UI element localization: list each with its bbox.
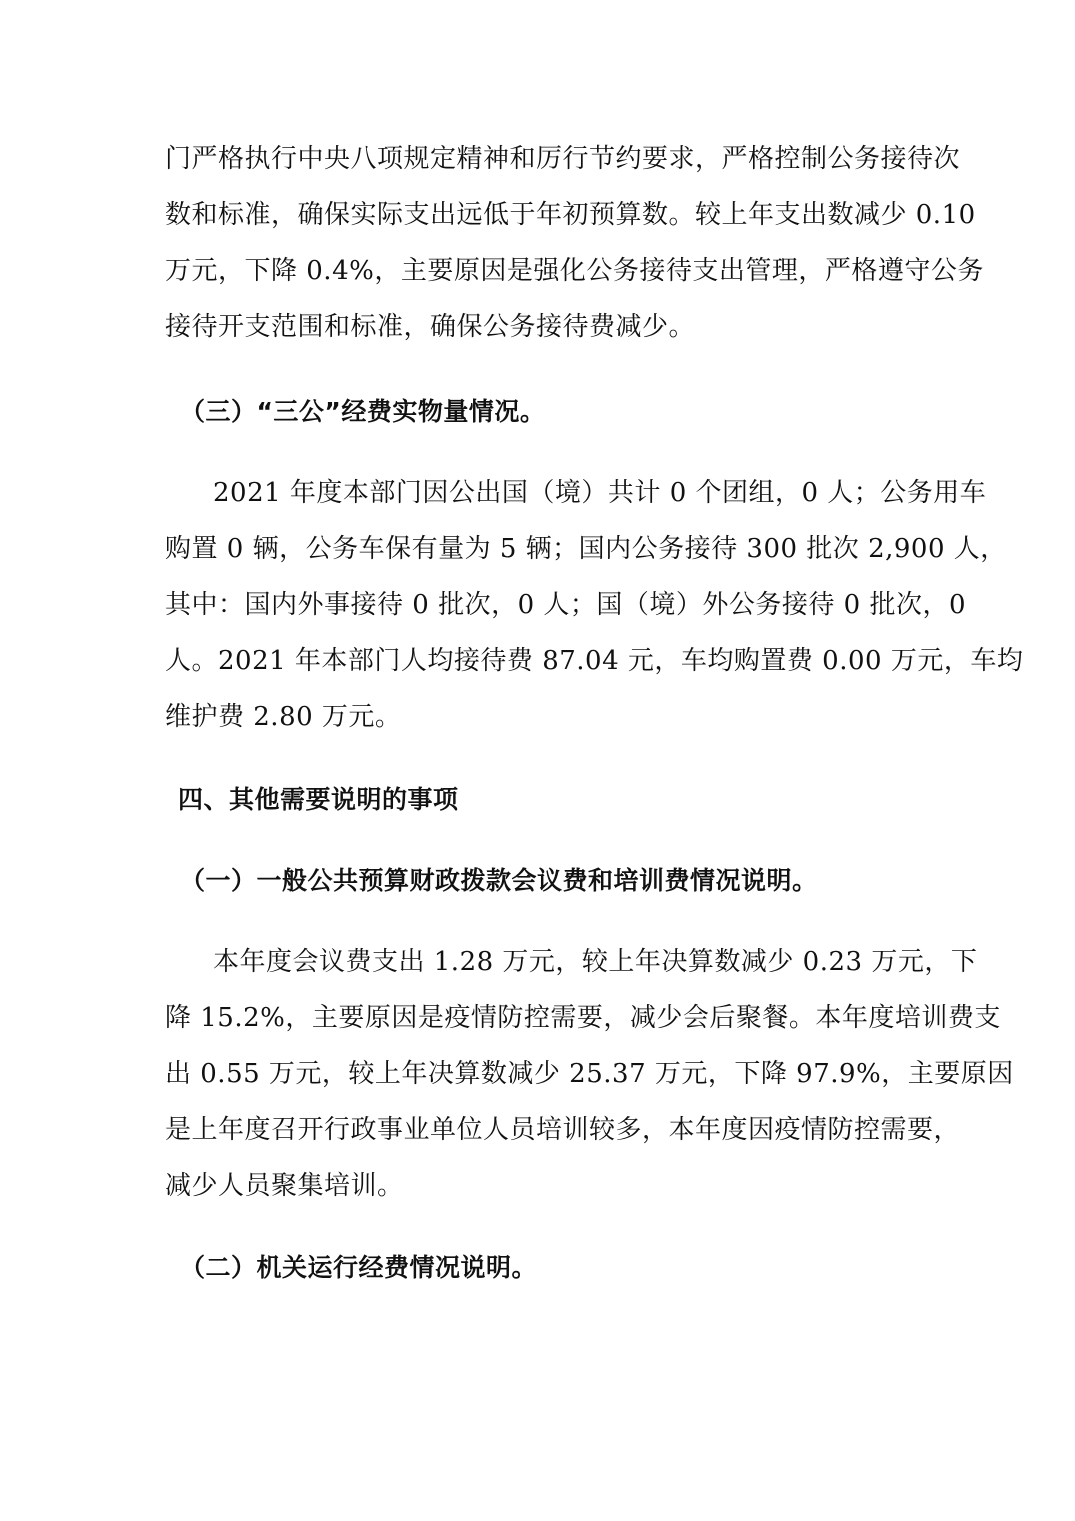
body-text-line: 减少人员聚集培训。: [165, 1171, 404, 1201]
body-text-line: 购置 0 辆，公务车保有量为 5 辆；国内公务接待 300 批次 2,900 人，: [165, 534, 1007, 564]
body-text-line: 是上年度召开行政事业单位人员培训较多，本年度因疫情防控需要，: [165, 1115, 961, 1145]
section-heading-3: （三）“三公”经费实物量情况。: [180, 397, 546, 426]
body-text-line: 本年度会议费支出 1.28 万元，较上年决算数减少 0.23 万元，下: [213, 947, 978, 977]
body-text-line: 出 0.55 万元，较上年决算数减少 25.37 万元，下降 97.9%，主要原因: [165, 1059, 1014, 1089]
body-text-line: 接待开支范围和标准，确保公务接待费减少。: [165, 312, 696, 342]
body-text-line: 门严格执行中央八项规定精神和厉行节约要求，严格控制公务接待次: [165, 144, 961, 174]
body-text-line: 人。2021 年本部门人均接待费 87.04 元，车均购置费 0.00 万元，车均: [165, 646, 1024, 676]
body-text-line: 维护费 2.80 万元。: [165, 702, 402, 732]
body-text-line: 2021 年度本部门因公出国（境）共计 0 个团组，0 人；公务用车: [213, 478, 987, 508]
section-heading-2: （二）机关运行经费情况说明。: [180, 1253, 538, 1282]
body-text-line: 降 15.2%，主要原因是疫情防控需要，减少会后聚餐。本年度培训费支: [165, 1003, 1001, 1033]
body-text-line: 其中：国内外事接待 0 批次，0 人；国（境）外公务接待 0 批次，0: [165, 590, 966, 620]
body-text-line: 数和标准，确保实际支出远低于年初预算数。较上年支出数减少 0.10: [165, 200, 976, 230]
chapter-heading: 四、其他需要说明的事项: [178, 785, 459, 814]
section-heading-1: （一）一般公共预算财政拨款会议费和培训费情况说明。: [180, 866, 818, 895]
body-text-line: 万元，下降 0.4%，主要原因是强化公务接待支出管理，严格遵守公务: [165, 256, 984, 286]
